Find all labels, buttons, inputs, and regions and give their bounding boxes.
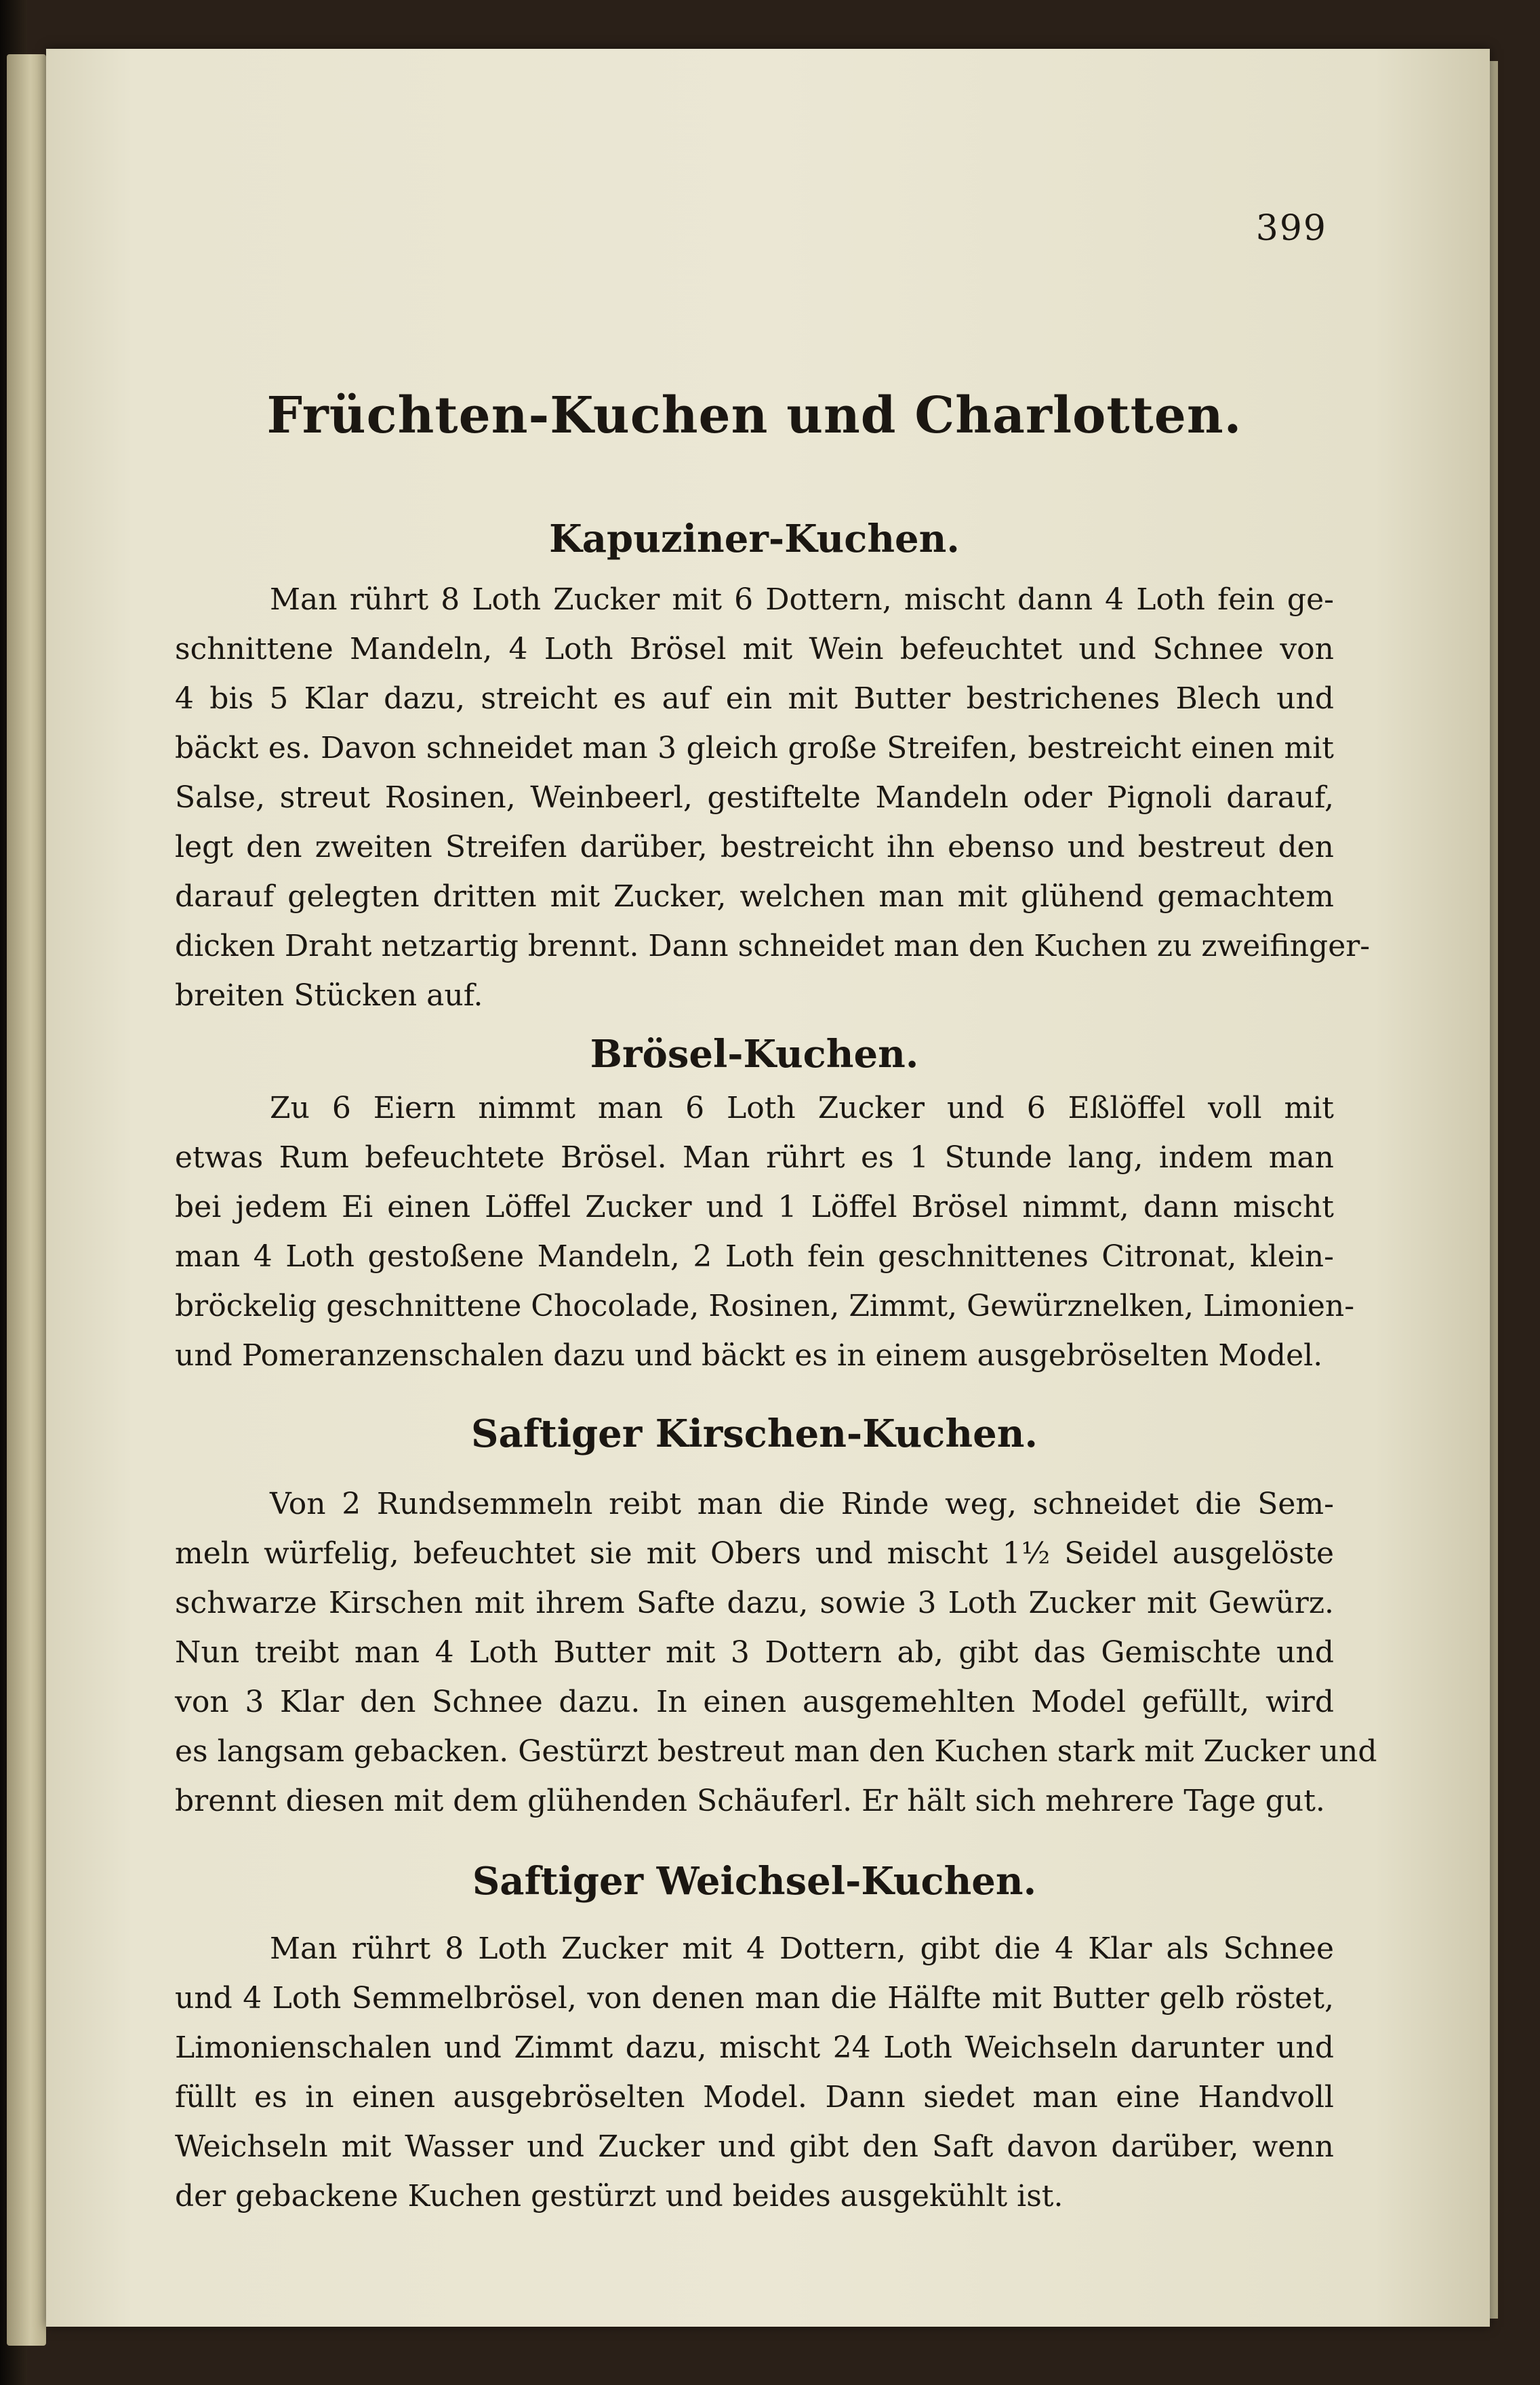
text-line: Man rührt 8 Loth Zucker mit 4 Dottern, gibt die 4 Klar als Schnee xyxy=(270,1931,1334,1966)
text-line: etwas Rum befeuchtete Brösel. Man rührt es 1 Stunde lang, indem man xyxy=(175,1140,1334,1175)
text-line: es langsam gebacken. Gestürzt bestreut man den Kuchen stark mit Zucker und xyxy=(175,1734,1377,1769)
recipe-text xyxy=(175,1083,1355,1380)
text-line: und Pomeranzenschalen dazu und bäckt es in einem ausgebröselten Model. xyxy=(175,1338,1323,1373)
page-content xyxy=(175,49,1377,2327)
text-line: bäckt es. Davon schneidet man 3 gleich große Streifen, bestreicht einen mit xyxy=(175,731,1334,765)
text-line: Man rührt 8 Loth Zucker mit 6 Dottern, mischt dann 4 Loth fein ge- xyxy=(270,582,1334,617)
text-line: Von 2 Rundsemmeln reibt man die Rinde weg, schneidet die Sem- xyxy=(270,1487,1334,1521)
text-line: breiten Stücken auf. xyxy=(175,978,483,1013)
book-page xyxy=(46,49,1490,2327)
recipe-title: Saftiger Kirschen-Kuchen. xyxy=(471,1411,1038,1456)
text-line: bröckelig geschnittene Chocolade, Rosinen, Zimmt, Gewürznelken, Limonien- xyxy=(175,1289,1355,1323)
text-line: meln würfelig, befeuchtet sie mit Obers und mischt 1½ Seidel ausgelöste xyxy=(175,1536,1334,1571)
text-line: man 4 Loth gestoßene Mandeln, 2 Loth fein geschnittenes Citronat, klein- xyxy=(175,1239,1334,1274)
recipe-title: Brösel-Kuchen. xyxy=(590,1032,919,1077)
text-line: der gebackene Kuchen gestürzt und beides ausgekühlt ist. xyxy=(175,2179,1063,2213)
left-page-edge xyxy=(7,54,46,2346)
recipe-text xyxy=(175,1479,1377,1826)
text-line: Limonienschalen und Zimmt dazu, mischt 24 Loth Weichseln darunter und xyxy=(175,2030,1334,2065)
text-line: darauf gelegten dritten mit Zucker, welchen man mit glühend gemachtem xyxy=(175,879,1334,914)
text-line: Weichseln mit Wasser und Zucker und gibt den Saft davon darüber, wenn xyxy=(175,2129,1334,2164)
text-line: legt den zweiten Streifen darüber, bestreicht ihn ebenso und bestreut den xyxy=(175,830,1334,864)
page-number: 399 xyxy=(1255,208,1327,249)
recipe-title: Saftiger Weichsel-Kuchen. xyxy=(472,1859,1037,1904)
recipe-title: Kapuziner-Kuchen. xyxy=(549,517,960,561)
text-line: und 4 Loth Semmelbrösel, von denen man die Hälfte mit Butter gelb röstet, xyxy=(175,1981,1334,2016)
text-line: schwarze Kirschen mit ihrem Safte dazu, sowie 3 Loth Zucker mit Gewürz. xyxy=(175,1586,1334,1620)
text-line: Salse, streut Rosinen, Weinbeerl, gestiftelte Mandeln oder Pignoli darauf, xyxy=(175,780,1334,815)
text-line: bei jedem Ei einen Löffel Zucker und 1 Löffel Brösel nimmt, dann mischt xyxy=(175,1190,1334,1224)
text-line: 4 bis 5 Klar dazu, streicht es auf ein mit Butter bestrichenes Blech und xyxy=(175,681,1334,716)
text-line: von 3 Klar den Schnee dazu. In einen ausgemehlten Model gefüllt, wird xyxy=(175,1685,1334,1719)
chapter-title: Früchten-Kuchen und Charlotten. xyxy=(266,386,1242,445)
text-line: Zu 6 Eiern nimmt man 6 Loth Zucker und 6 Eßlöffel voll mit xyxy=(270,1091,1334,1125)
recipe-text xyxy=(175,575,1371,1020)
recipe-text xyxy=(175,1924,1334,2221)
text-line: schnittene Mandeln, 4 Loth Brösel mit Wein befeuchtet und Schnee von xyxy=(175,632,1334,666)
text-line: brennt diesen mit dem glühenden Schäuferl. Er hält sich mehrere Tage gut. xyxy=(175,1784,1325,1818)
text-line: füllt es in einen ausgebröselten Model. Dann siedet man eine Handvoll xyxy=(175,2080,1334,2115)
text-line: dicken Draht netzartig brennt. Dann schneidet man den Kuchen zu zweifinger- xyxy=(175,929,1371,963)
text-line: Nun treibt man 4 Loth Butter mit 3 Dottern ab, gibt das Gemischte und xyxy=(175,1635,1334,1670)
